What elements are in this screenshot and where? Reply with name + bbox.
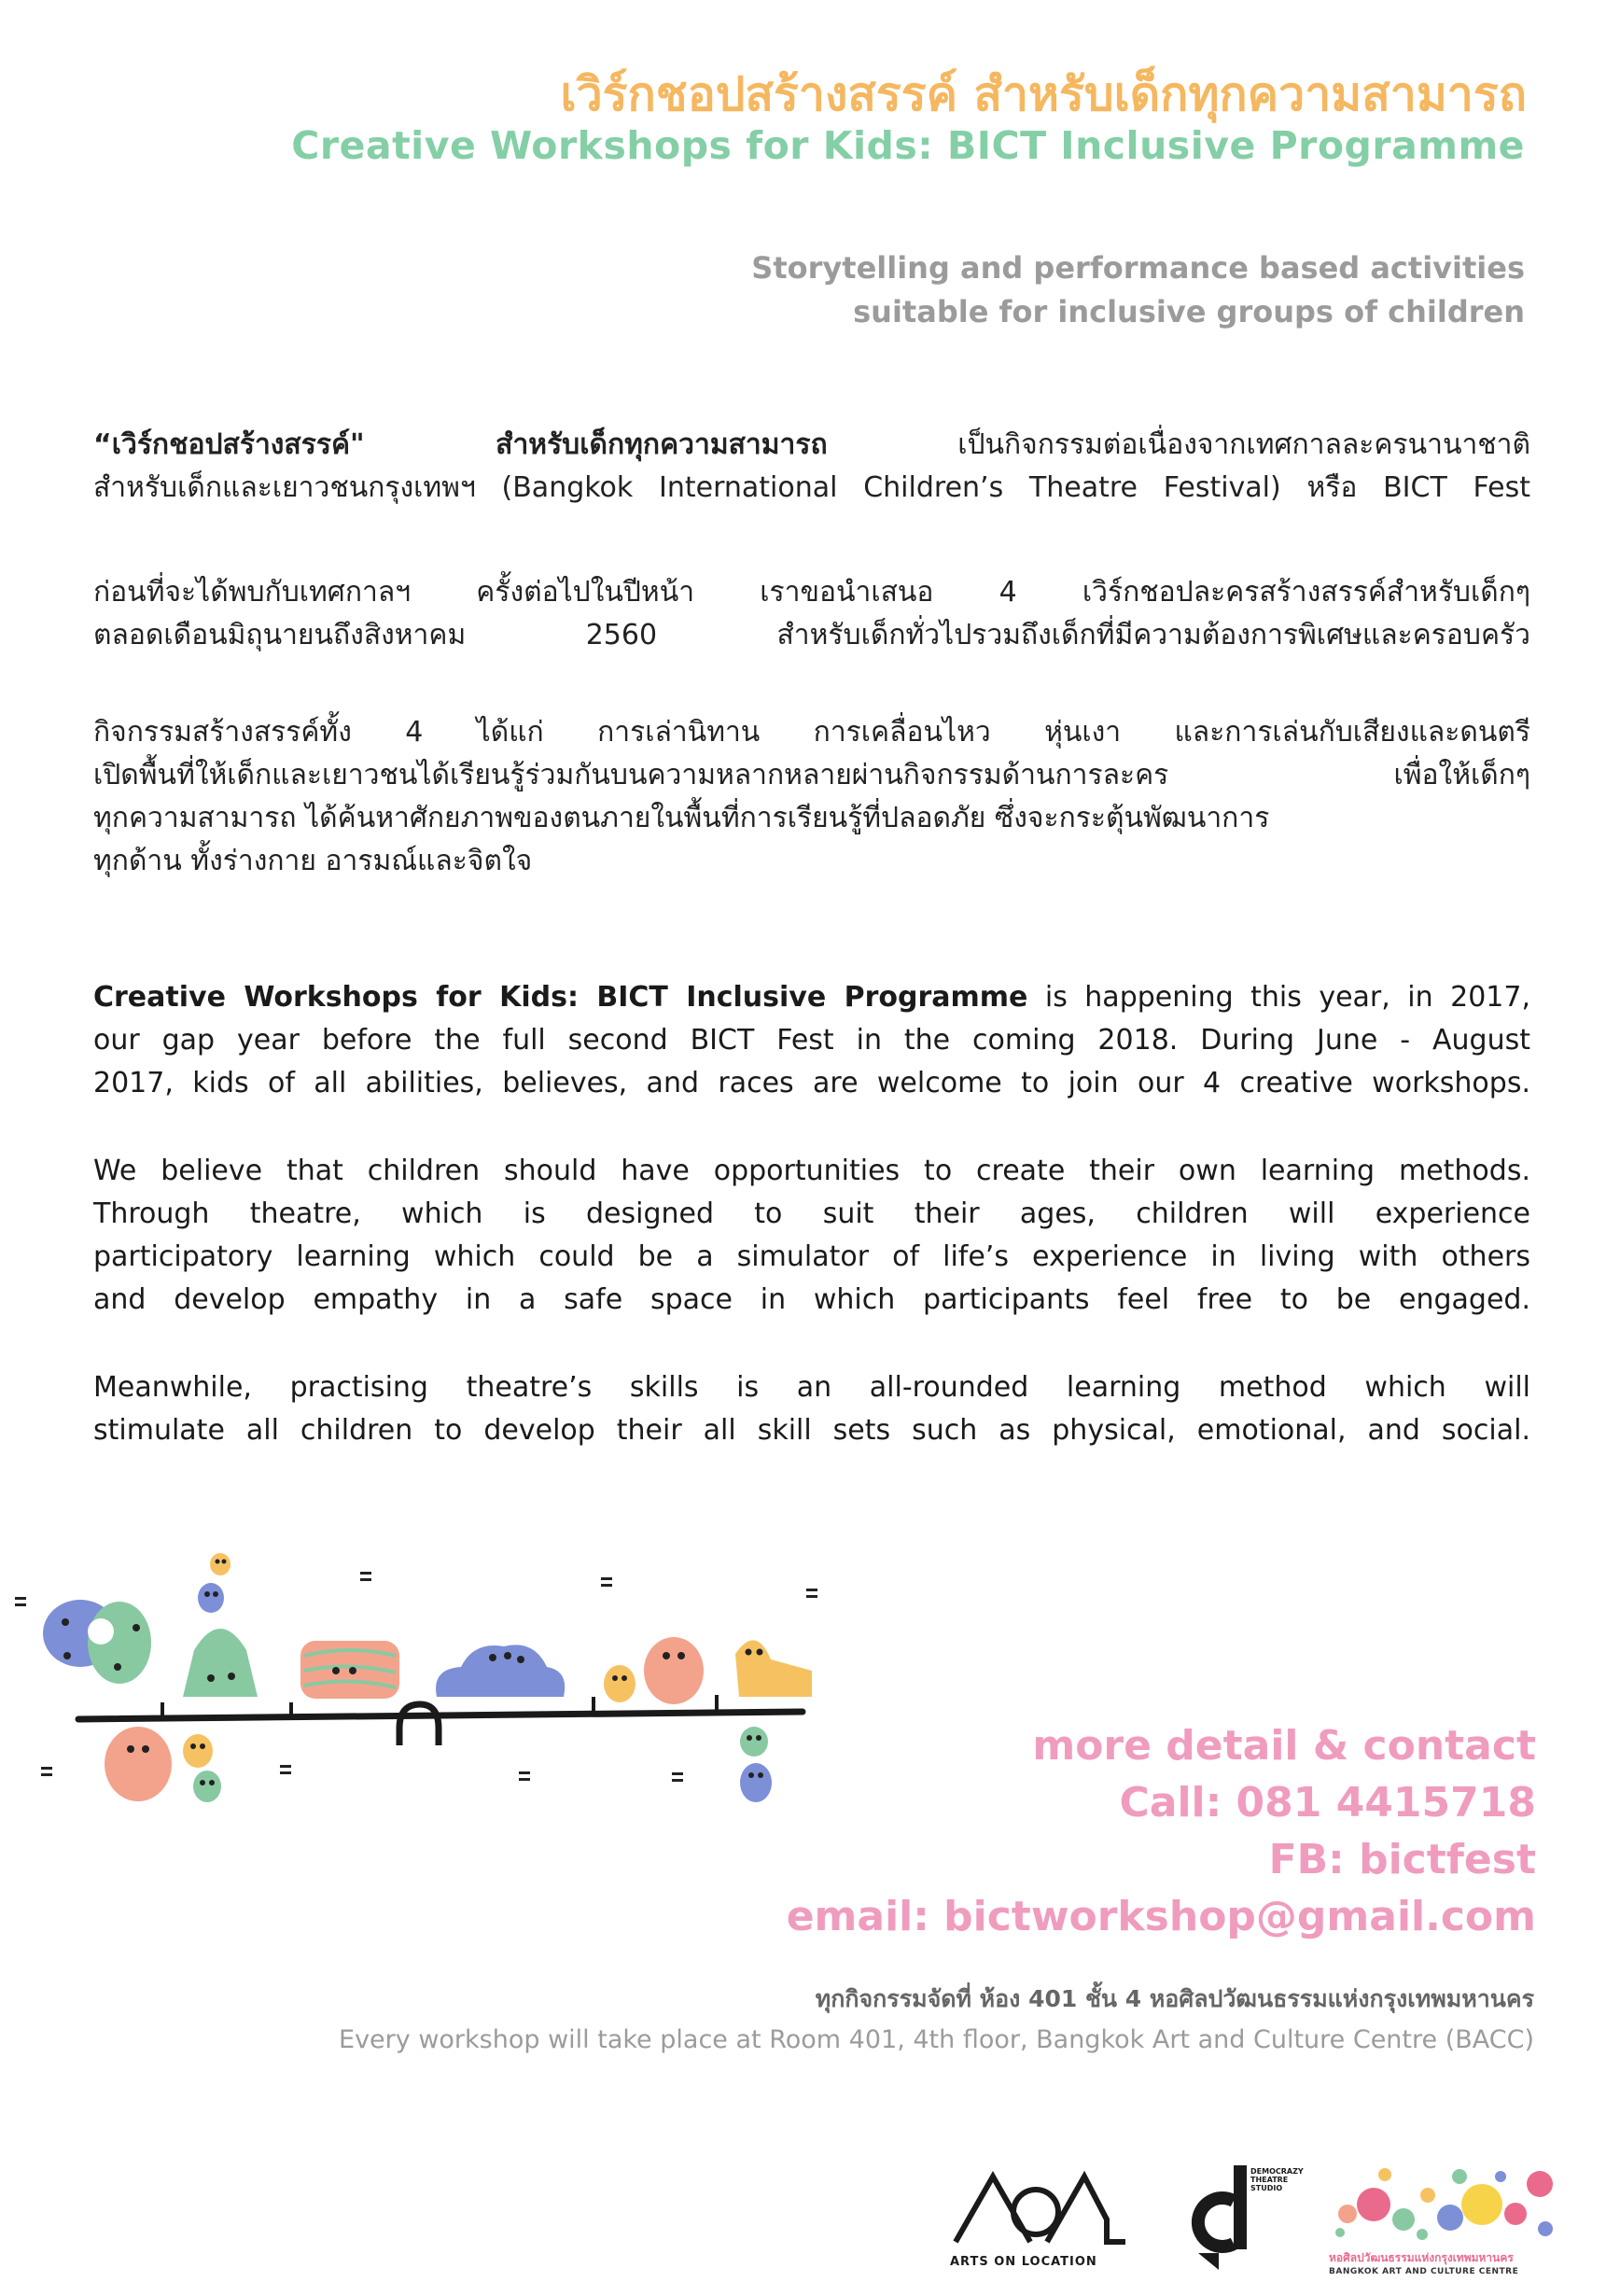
arts-on-location-mark (950, 2163, 1127, 2247)
thai-paragraph-1 (93, 424, 1530, 510)
thai-p3-line-1: กิจกรรมสร้างสรรค์ทั้ง 4 ได้แก่ การเล่านิทาน การเคลื่อนไหว หุ่นเงา และการเล่นกับเสียงและดนตรี (93, 716, 1530, 749)
thai-paragraph-2 (93, 571, 1530, 657)
thai-p1-line-1 (93, 424, 1530, 467)
creature-green-jelly (183, 1629, 258, 1697)
creature-small-yellow-top (210, 1553, 230, 1575)
en-p1-line-3: 2017, kids of all abilities, believes, and races are welcome to join our 4 creative workshops. (93, 1067, 1530, 1099)
democrazy-theatre-studio-logo (1191, 2163, 1304, 2275)
thai-p3-line-4: ทุกด้าน ทั้งร่างกาย อารมณ์และจิตใจ (93, 845, 533, 877)
creature-pink-below (105, 1727, 172, 1801)
venue-english: Every workshop will take place at Room 401, 4th floor, Bangkok Art and Culture Centre (BACC) (339, 2025, 1534, 2054)
thai-p2-line-2: ตลอดเดือนมิถุนายนถึงสิงหาคม 2560 สำหรับเด็กทั่วไปรวมถึงเด็กที่มีความต้องการพิเศษและครอบครัว (93, 619, 1530, 651)
en-p1-line-1 (93, 976, 1530, 1019)
en-p1-line-2: our gap year before the full second BICT Fest in the coming 2018. During June - August (93, 1024, 1530, 1057)
contact-block (696, 1717, 1536, 1945)
bacc-caption-thai: หอศิลปวัฒนธรรมแห่งกรุงเทพมหานคร (1329, 2251, 1514, 2264)
subtitle-line-1: Storytelling and performance based activities (751, 250, 1525, 286)
en-p2-line-2: Through theatre, which is designed to suit their ages, children will experience (93, 1197, 1530, 1230)
title-english: Creative Workshops for Kids: BICT Inclusive Programme (291, 123, 1525, 168)
seesaw-pivot (399, 1704, 439, 1745)
english-paragraph-1 (93, 976, 1530, 1105)
en-p2-line-4: and develop empathy in a safe space in which participants feel free to be engaged. (93, 1283, 1530, 1316)
thai-p3-line-2: เปิดพื้นที่ให้เด็กและเยาวชนได้เรียนรู้ร่วมกันบนความหลากหลายผ่านกิจกรรมด้านการละคร เพื่อให้เด็กๆ (93, 759, 1530, 791)
en-p3-line-1: Meanwhile, practising theatre’s skills is an all-rounded learning method which will (93, 1371, 1530, 1404)
thai-paragraph-3 (93, 711, 1530, 883)
en-p1-bold: Creative Workshops for Kids: BICT Inclusive Programme (93, 981, 1028, 1014)
subtitle-line-2: suitable for inclusive groups of children (853, 294, 1525, 329)
contact-email[interactable]: email: bictworkshop@gmail.com (786, 1893, 1536, 1940)
creature-blue-green-cluster (43, 1600, 151, 1684)
arts-on-location-caption: ARTS ON LOCATION (950, 2255, 1097, 2269)
en-p2-line-3: participatory learning which could be a simulator of life’s experience in living with others (93, 1240, 1530, 1273)
english-paragraph-2 (93, 1150, 1530, 1322)
thai-p3-line-3: ทุกความสามารถ ได้ค้นหาศักยภาพของตนภายในพื้นที่การเรียนรู้ที่ปลอดภัย ซึ่งจะกระตุ้นพัฒนาการ (93, 802, 1270, 834)
creature-yellow-small (604, 1665, 635, 1702)
democrazy-caption: DEMOCRAZY THEATRE STUDIO (1250, 2167, 1304, 2192)
thai-p2-line-1: ก่อนที่จะได้พบกับเทศกาลฯ ครั้งต่อไปในปีหน้า เราขอนำเสนอ 4 เวิร์กชอปละครสร้างสรรค์สำหรับเด็กๆ (93, 576, 1530, 609)
creature-small-blue (198, 1583, 224, 1613)
english-paragraph-3 (93, 1366, 1530, 1452)
en-p3-line-2: stimulate all children to develop their all skill sets such as physical, emotional, and social. (93, 1414, 1530, 1447)
creature-pink-egg (644, 1637, 704, 1704)
contact-heading: more detail & contact (1032, 1722, 1536, 1770)
creature-yellow-worm (735, 1640, 812, 1697)
arts-on-location-logo (950, 2163, 1127, 2272)
creature-pink-striped (300, 1641, 399, 1699)
title-thai: เวิร์กชอปสร้างสรรค์ สำหรับเด็กทุกความสามารถ (560, 67, 1527, 121)
thai-p1-rest: เป็นกิจกรรมต่อเนื่องจากเทศกาลละครนานาชาติ (827, 428, 1530, 461)
thai-p1-bold: “เวิร์กชอปสร้างสรรค์" สำหรับเด็กทุกความสามารถ (93, 428, 828, 461)
en-p2-line-1: We believe that children should have opportunities to create their own learning methods. (93, 1155, 1530, 1187)
bacc-logo (1329, 2158, 1560, 2279)
bacc-dots (1329, 2158, 1560, 2244)
creature-blue-cloud (436, 1645, 565, 1697)
contact-facebook[interactable]: FB: bictfest (1268, 1836, 1536, 1883)
creature-yellow-below (183, 1734, 213, 1768)
venue-thai: ทุกกิจกรรมจัดที่ ห้อง 401 ชั้น 4 หอศิลปวัฒนธรรมแห่งกรุงเทพมหานคร (815, 1985, 1534, 2012)
contact-phone[interactable]: Call: 081 4415718 (1119, 1779, 1536, 1827)
thai-p1-line-2: สำหรับเด็กและเยาวชนกรุงเทพฯ (Bangkok International Children’s Theatre Festival) หรือ BICT Fest (93, 471, 1530, 504)
en-p1-l1-rest: is happening this year, in 2017, (1027, 981, 1530, 1014)
creature-green-below (193, 1771, 221, 1802)
bacc-caption-english: BANGKOK ART AND CULTURE CENTRE (1329, 2267, 1519, 2276)
subtitle (592, 246, 1525, 334)
